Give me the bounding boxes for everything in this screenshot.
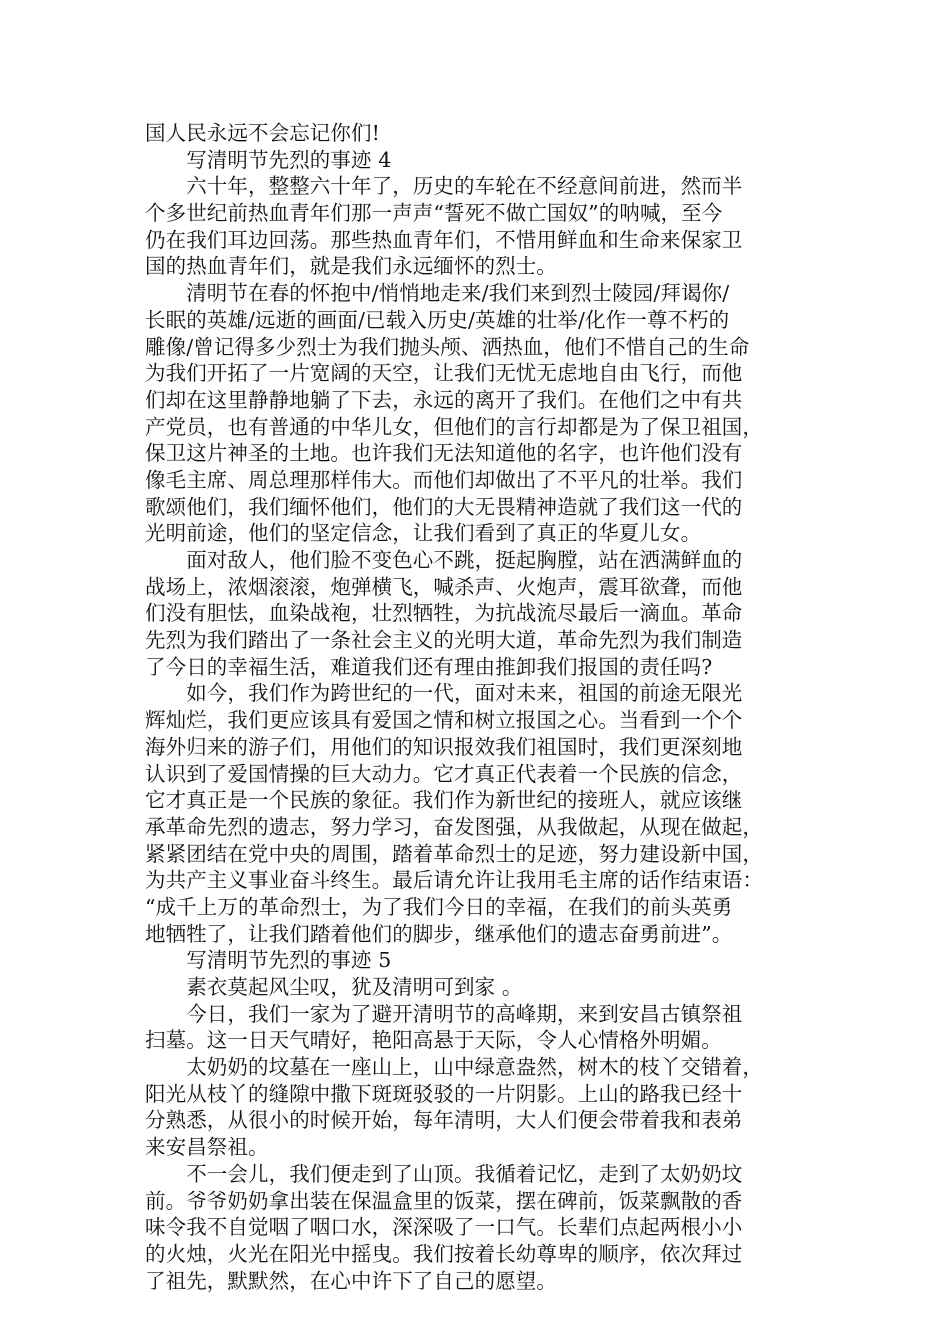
text-line: 扫墓。这一日天气晴好，艳阳高悬于天际，令人心情格外明媚。 [145, 1028, 722, 1053]
text-line: 六十年，整整六十年了，历史的车轮在不经意间前进，然而半 [145, 174, 743, 199]
text-line: 保卫这片神圣的土地。也许我们无法知道他的名字，也许他们没有 [145, 441, 743, 466]
text-line: 如今，我们作为跨世纪的一代，面对未来，祖国的前途无限光 [145, 681, 743, 706]
text-line: 前。爷爷奶奶拿出装在保温盒里的饭菜，摆在碑前，饭菜飘散的香 [145, 1188, 743, 1213]
text-line: 它才真正是一个民族的象征。我们作为新世纪的接班人，就应该继 [145, 788, 743, 813]
text-line: 为共产主义事业奋斗终生。最后请允许让我用毛主席的话作结束语： [145, 868, 763, 893]
text-line: 长眠的英雄/远逝的画面/已载入历史/英雄的壮举/化作一尊不朽的 [145, 307, 730, 332]
text-line: 素衣莫起风尘叹，犹及清明可到家 。 [145, 975, 523, 999]
text-line: 承革命先烈的遗志，努力学习，奋发图强，从我做起，从现在做起， [145, 814, 763, 839]
text-line: 仍在我们耳边回荡。那些热血青年们，不惜用鲜血和生命来保家卫 [145, 227, 743, 252]
text-line: 不一会儿，我们便走到了山顶。我循着记忆，走到了太奶奶坟 [145, 1161, 743, 1186]
text-line: 雕像/曾记得多少烈士为我们抛头颅、洒热血，他们不惜自己的生命 [145, 334, 750, 359]
text-line: 为我们开拓了一片宽阔的天空，让我们无忧无虑地自由飞行，而他 [145, 361, 743, 386]
text-line: 先烈为我们踏出了一条社会主义的光明大道，革命先烈为我们制造 [145, 628, 743, 653]
text-line: 清明节在春的怀抱中/悄悄地走来/我们来到烈士陵园/拜谒你/ [145, 281, 730, 306]
text-line: 面对敌人，他们脸不变色心不跳，挺起胸膛，站在洒满鲜血的 [145, 548, 743, 572]
text-line: “成千上万的革命烈士，为了我们今日的幸福，在我们的前头英勇 [145, 894, 733, 919]
text-line: 歌颂他们，我们缅怀他们，他们的大无畏精神造就了我们这一代的 [145, 494, 743, 519]
text-line: 了今日的幸福生活，难道我们还有理由推卸我们报国的责任吗? [145, 654, 713, 679]
text-line: 太奶奶的坟墓在一座山上，山中绿意盎然，树木的枝丫交错着， [145, 1055, 763, 1080]
text-line: 们却在这里静静地躺了下去，永远的离开了我们。在他们之中有共 [145, 387, 743, 412]
text-line: 战场上，浓烟滚滚，炮弹横飞，喊杀声、火炮声，震耳欲聋，而他 [145, 574, 743, 599]
text-line: 海外归来的游子们，用他们的知识报效我们祖国时，我们更深刻地 [145, 734, 743, 759]
text-line: 阳光从枝丫的缝隙中撒下斑斑驳驳的一片阴影。上山的路我已经十 [145, 1081, 743, 1106]
text-line: 国的热血青年们，就是我们永远缅怀的烈士。 [145, 254, 557, 279]
text-line: 来安昌祭祖。 [145, 1135, 269, 1160]
text-line: 写清明节先烈的事迹 4 [145, 147, 392, 172]
text-line: 认识到了爱国情操的巨大动力。它才真正代表着一个民族的信念， [145, 761, 743, 786]
text-line: 地牺牲了，让我们踏着他们的脚步，继承他们的遗志奋勇前进”。 [145, 921, 733, 946]
text-line: 们没有胆怯，血染战袍，壮烈牺牲，为抗战流尽最后一滴血。革命 [145, 601, 743, 626]
text-line: 了祖先，默默然，在心中许下了自己的愿望。 [145, 1268, 557, 1293]
text-line: 产党员，也有普通的中华儿女，但他们的言行却都是为了保卫祖国， [145, 414, 763, 439]
text-line: 今日，我们一家为了避开清明节的高峰期，来到安昌古镇祭祖 [145, 1001, 743, 1026]
text-line: 个多世纪前热血青年们那一声声“誓死不做亡国奴”的呐喊，至今 [145, 201, 723, 226]
text-line: 分熟悉，从很小的时候开始，每年清明，大人们便会带着我和表弟 [145, 1108, 743, 1133]
text-line: 味令我不自觉咽了咽口水，深深吸了一口气。长辈们点起两根小小 [145, 1215, 743, 1240]
text-line: 写清明节先烈的事迹 5 [145, 948, 392, 973]
text-line: 紧紧团结在党中央的周围，踏着革命烈士的足迹，努力建设新中国， [145, 841, 763, 866]
text-line: 光明前途，他们的坚定信念，让我们看到了真正的华夏儿女。 [145, 521, 702, 546]
text-line: 的火烛，火光在阳光中摇曳。我们按着长幼尊卑的顺序，依次拜过 [145, 1241, 743, 1266]
text-line: 像毛主席、周总理那样伟大。而他们却做出了不平凡的壮举。我们 [145, 467, 743, 492]
text-line: 辉灿烂，我们更应该具有爱国之情和树立报国之心。当看到一个个 [145, 708, 743, 733]
document-body-text [145, 120, 810, 1294]
text-line: 国人民永远不会忘记你们! [145, 121, 380, 145]
